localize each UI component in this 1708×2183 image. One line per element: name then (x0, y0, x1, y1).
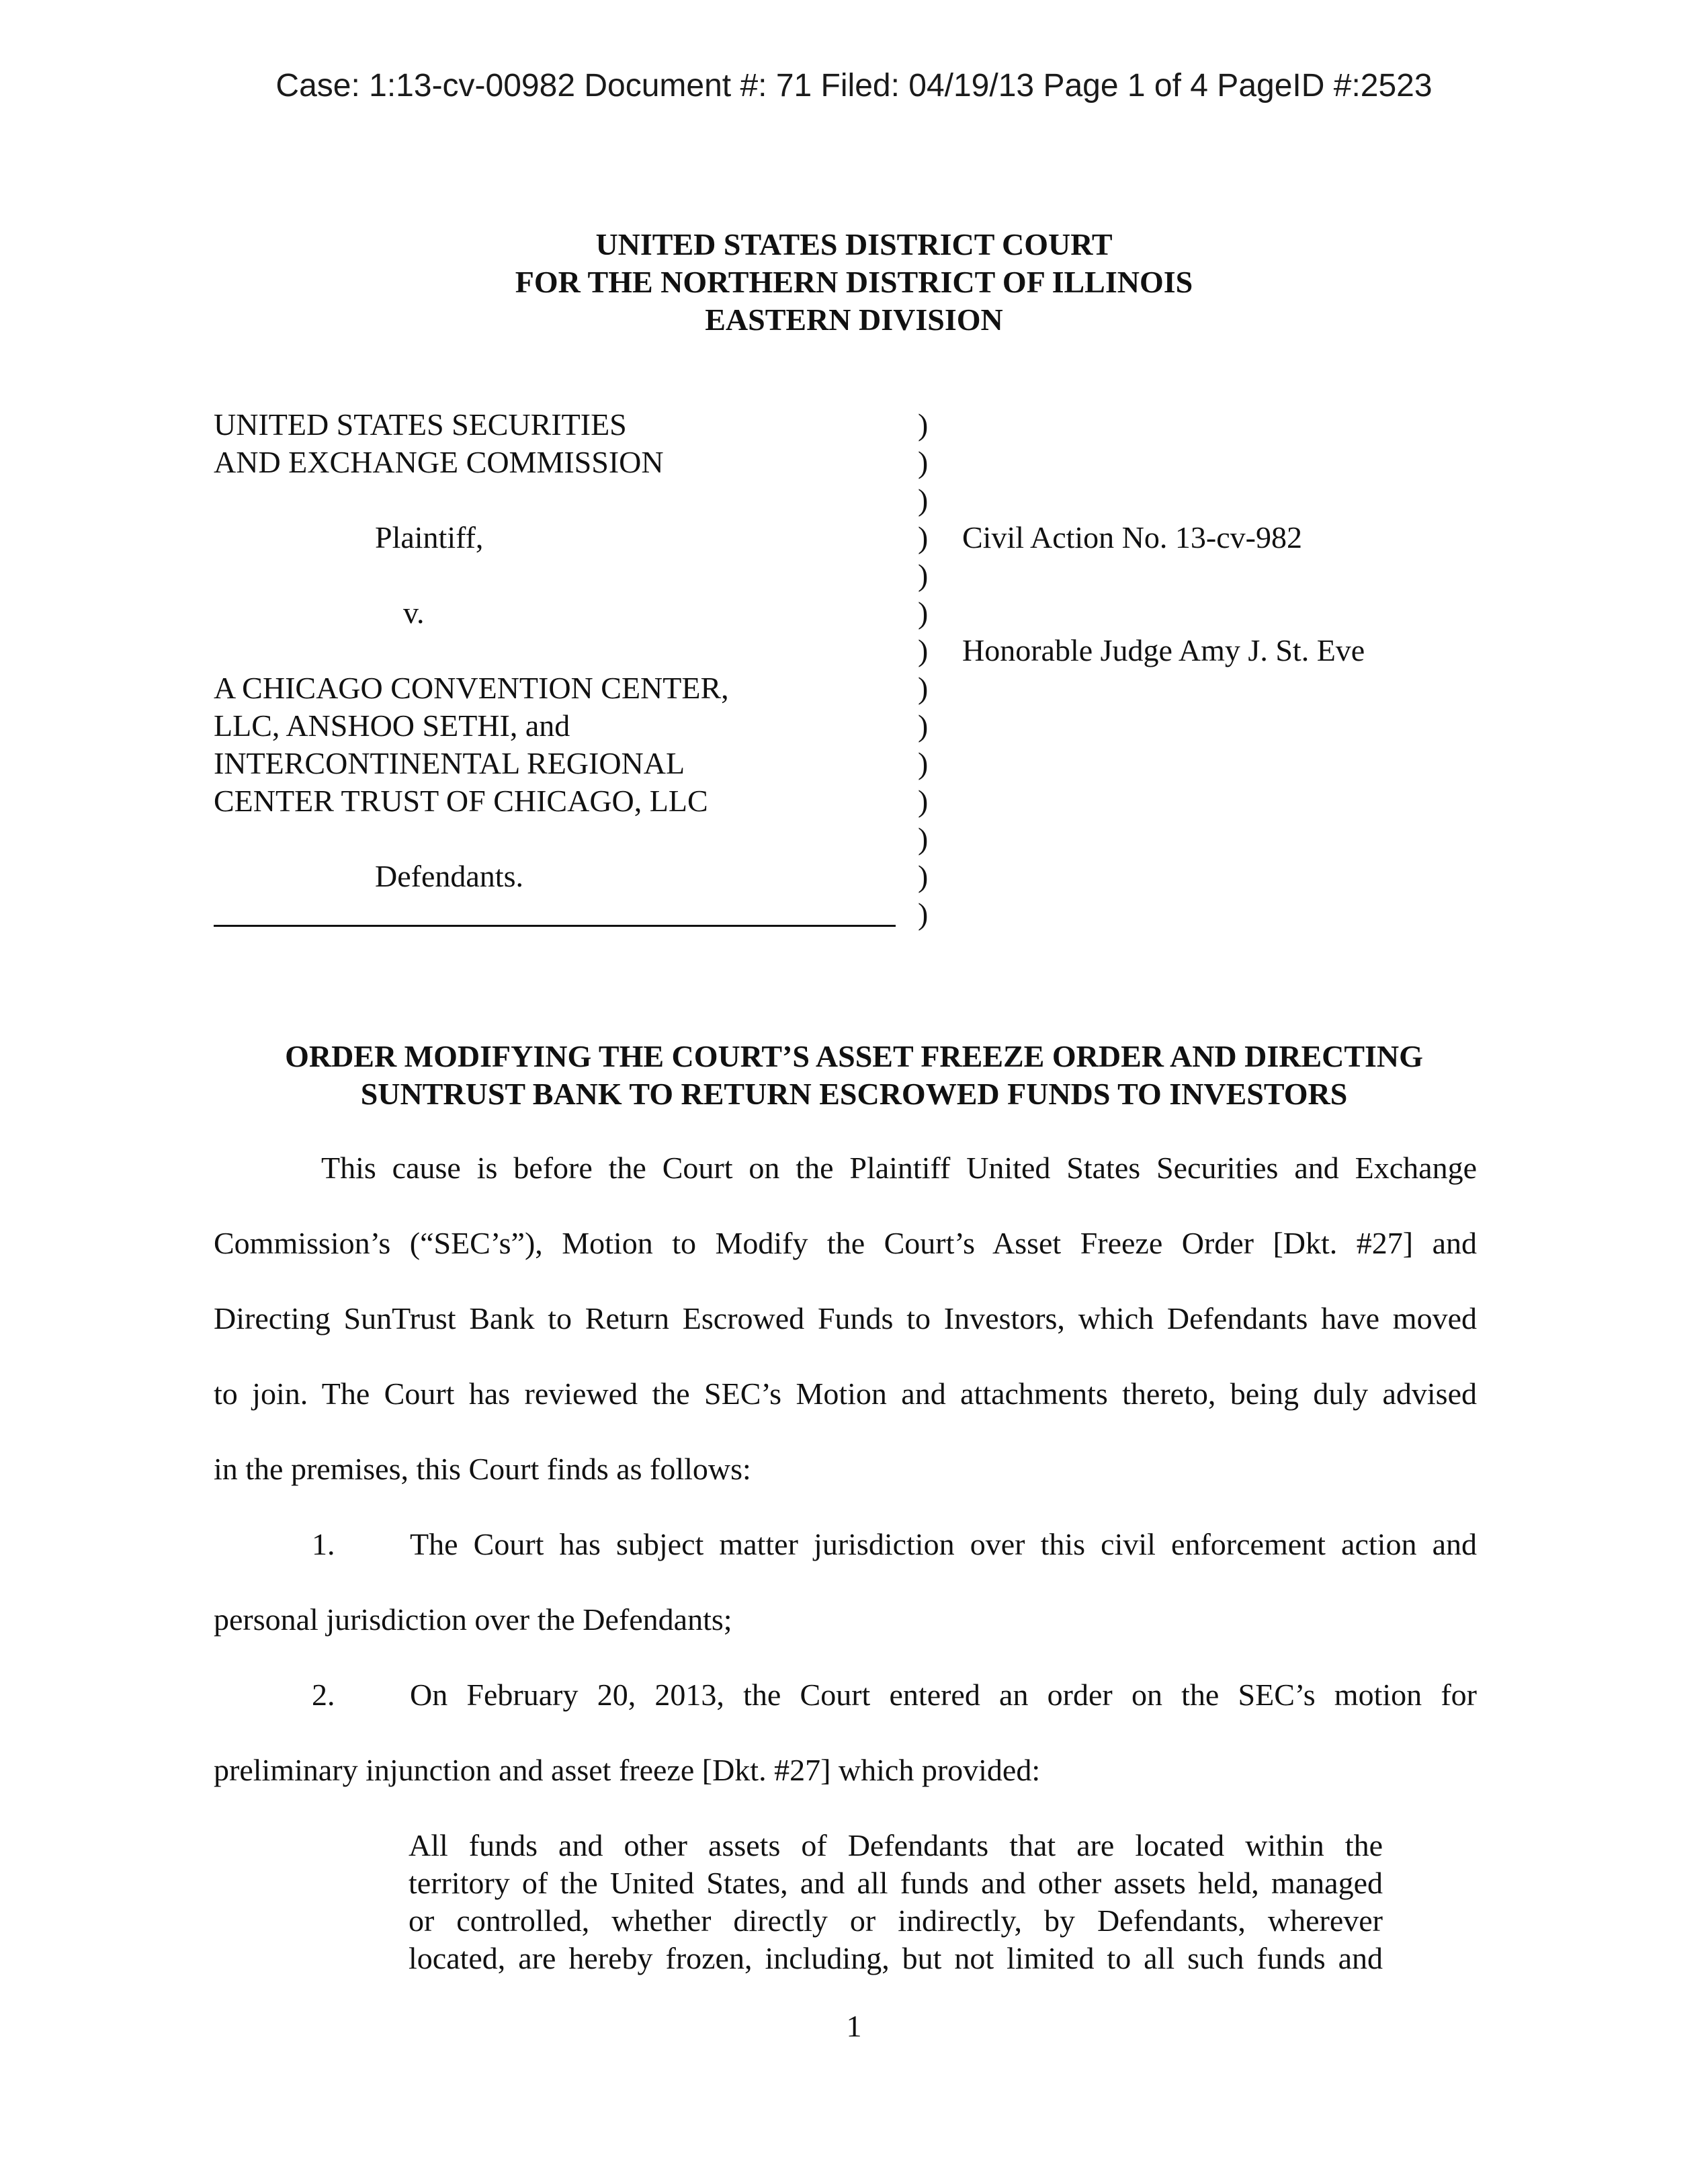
caption-paren: ) (918, 708, 929, 743)
block-quote-line: territory of the United States, and all funds and other assets held, managed (409, 1866, 1383, 1900)
finding-2-line: On February 20, 2013, the Court entered an order on the SEC’s motion for (410, 1678, 1477, 1712)
caption-paren: ) (918, 520, 929, 554)
finding-2-number: 2. (312, 1678, 335, 1712)
caption-paren: ) (918, 671, 929, 705)
plaintiff-name-line-2: AND EXCHANGE COMMISSION (214, 445, 664, 479)
page-number: 1 (846, 2009, 862, 2043)
defendant-name-line-3: INTERCONTINENTAL REGIONAL (214, 746, 685, 780)
defendant-label: Defendants. (375, 859, 523, 893)
defendant-name-line-2: LLC, ANSHOO SETHI, and (214, 708, 570, 743)
plaintiff-name-line-1: UNITED STATES SECURITIES (214, 407, 627, 442)
caption-rule (214, 925, 896, 927)
caption-paren: ) (918, 483, 929, 517)
caption-paren: ) (918, 633, 929, 667)
court-name-line-1: UNITED STATES DISTRICT COURT (595, 227, 1113, 261)
intro-paragraph-line: Directing SunTrust Bank to Return Escrowed Funds to Investors, which Defendants have moved (214, 1301, 1477, 1335)
finding-2-line: preliminary injunction and asset freeze [Dkt. #27] which provided: (214, 1753, 1041, 1787)
order-title-line-2: SUNTRUST BANK TO RETURN ESCROWED FUNDS TO INVESTORS (360, 1077, 1348, 1111)
block-quote-line: All funds and other assets of Defendants that are located within the (409, 1828, 1383, 1862)
defendant-name-line-4: CENTER TRUST OF CHICAGO, LLC (214, 784, 708, 818)
caption-paren: ) (918, 897, 929, 931)
finding-1-line: personal jurisdiction over the Defendants; (214, 1602, 732, 1637)
block-quote-line: located, are hereby frozen, including, but not limited to all such funds and (409, 1941, 1383, 1975)
finding-1-line: The Court has subject matter jurisdiction over this civil enforcement action and (410, 1527, 1477, 1561)
caption-paren: ) (918, 407, 929, 442)
presiding-judge: Honorable Judge Amy J. St. Eve (962, 633, 1365, 667)
intro-paragraph-line: This cause is before the Court on the Plaintiff United States Securities and Exchange (321, 1151, 1477, 1185)
caption-paren: ) (918, 784, 929, 818)
intro-paragraph-line: Commission’s (“SEC’s”), Motion to Modify the Court’s Asset Freeze Order [Dkt. #27] and (214, 1226, 1477, 1260)
plaintiff-label: Plaintiff, (375, 520, 484, 554)
intro-paragraph-line: to join. The Court has reviewed the SEC’s Motion and attachments thereto, being duly advised (214, 1376, 1477, 1411)
versus: v. (403, 595, 425, 630)
finding-1-number: 1. (312, 1527, 335, 1561)
civil-action-number: Civil Action No. 13-cv-982 (962, 520, 1302, 554)
caption-paren: ) (918, 746, 929, 780)
caption-paren: ) (918, 859, 929, 893)
caption-paren: ) (918, 445, 929, 479)
block-quote-line: or controlled, whether directly or indirectly, by Defendants, wherever (409, 1903, 1383, 1938)
filing-header: Case: 1:13-cv-00982 Document #: 71 Filed: 04/19/13 Page 1 of 4 PageID #:2523 (275, 68, 1433, 104)
order-title-line-1: ORDER MODIFYING THE COURT’S ASSET FREEZE ORDER AND DIRECTING (285, 1039, 1423, 1073)
caption-paren: ) (918, 558, 929, 592)
court-division: EASTERN DIVISION (705, 302, 1003, 337)
court-name-line-2: FOR THE NORTHERN DISTRICT OF ILLINOIS (515, 265, 1193, 299)
intro-paragraph-line: in the premises, this Court finds as follows: (214, 1452, 751, 1486)
caption-paren: ) (918, 821, 929, 856)
caption-paren: ) (918, 595, 929, 630)
defendant-name-line-1: A CHICAGO CONVENTION CENTER, (214, 671, 729, 705)
